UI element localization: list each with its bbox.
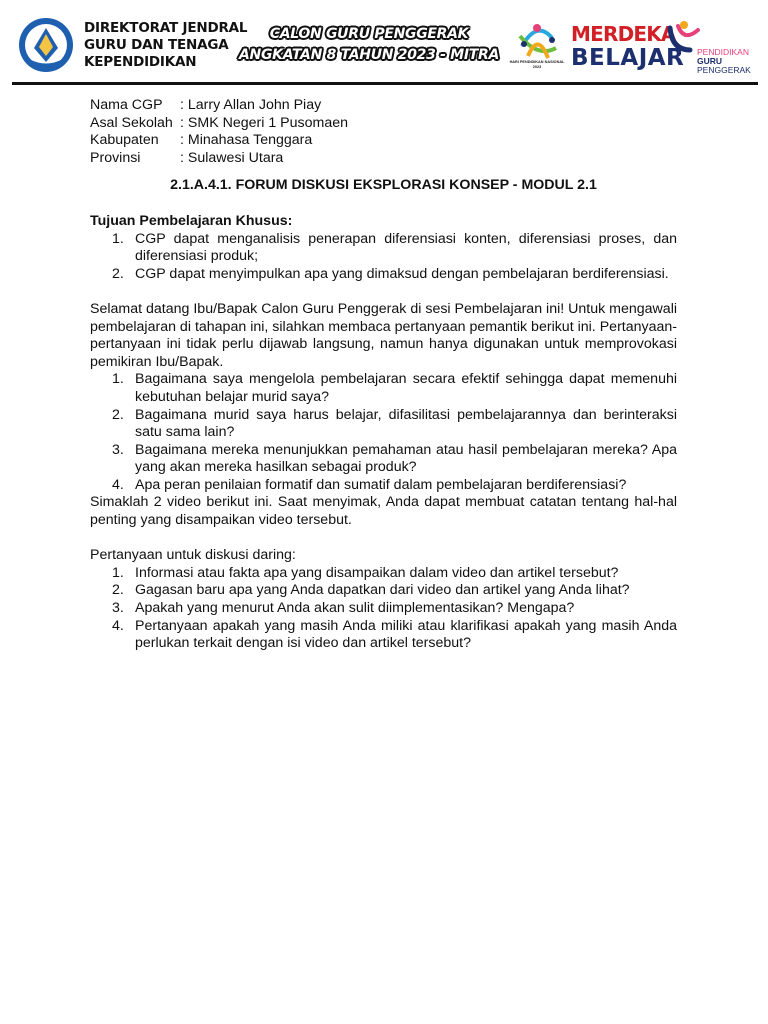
list-item: 2. CGP dapat menyimpulkan apa yang dimaksud dengan pembelajaran berdiferensiasi. <box>112 265 669 282</box>
video-paragraph: Simaklah 2 video berikut ini. Saat menyimak, Anda dapat membuat catatan tentang hal-hal penting yang disampaikan video tersebut. <box>90 494 677 529</box>
hardiknas-caption: HARI PENDIDIKAN NASIONAL 2023 <box>509 60 565 69</box>
list-item: 1. Bagaimana saya mengelola pembelajaran secara efektif sehingga dapat memenuhi kebutuhan belajar murid saya? <box>112 371 677 405</box>
list-item: 1. CGP dapat menganalisis penerapan diferensiasi konten, diferensiasi proses, dan diferensiasi produk; <box>112 230 677 265</box>
tut-wuri-handayani-logo-icon <box>14 16 78 74</box>
list-item: 4. Pertanyaan apakah yang masih Anda miliki atau klarifikasi apakah yang masih Anda perlukan terkait dengan isi video dan artikel tersebut? <box>112 617 677 652</box>
list-item: 4. Apa peran penilaian formatif dan sumatif dalam pembelajaran berdiferensiasi? <box>112 476 627 493</box>
intro-paragraph: Selamat datang Ibu/Bapak Calon Guru Penggerak di sesi Pembelajaran ini! Untuk mengawali pembelajaran di tahapan ini, silahkan membaca pertanyaan pemantik berikut ini. Pertanyaan-pertanyaan ini tidak perlu dijawab langsung, namun hanya digunakan untuk memprovokasi pemikiran Ibu/Bapak. <box>90 300 677 370</box>
program-title: CALON GURU PENGGERAK ANGKATAN 8 TAHUN 2023 - MITRA <box>239 26 499 63</box>
objectives-heading: Tujuan Pembelajaran Khusus: <box>90 212 293 229</box>
page-header <box>0 0 768 84</box>
list-item: 2. Gagasan baru apa yang Anda dapatkan dari video dan artikel yang Anda lihat? <box>112 582 630 599</box>
guru-penggerak-label: PENDIDIKAN GURU PENGGERAK <box>697 47 751 75</box>
discussion-questions-list <box>90 565 677 653</box>
document-title: 2.1.A.4.1. FORUM DISKUSI EKSPLORASI KONSEP - MODUL 2.1 <box>170 177 597 194</box>
trigger-questions-list <box>90 371 677 494</box>
list-item: 1. Informasi atau fakta apa yang disampaikan dalam video dan artikel tersebut? <box>112 564 619 581</box>
objectives-list <box>90 231 677 284</box>
list-item: 3. Apakah yang menurut Anda akan sulit diimplementasikan? Mengapa? <box>112 600 575 617</box>
document-body <box>90 97 677 653</box>
header-divider <box>12 82 758 85</box>
identity-row-sekolah: Asal Sekolah : SMK Negeri 1 Pusomaen <box>90 114 348 131</box>
identity-row-provinsi: Provinsi : Sulawesi Utara <box>90 149 284 166</box>
list-item: 2. Bagaimana murid saya harus belajar, difasilitasi pembelajarannya dan berinteraksi satu sama lain? <box>112 406 677 441</box>
merdeka-belajar-logo: MERDEKA BELAJAR <box>571 22 685 71</box>
discussion-heading: Pertanyaan untuk diskusi daring: <box>90 547 296 564</box>
directorate-title: DIREKTORAT JENDRAL GURU DAN TENAGA KEPENDIDIKAN <box>84 20 248 70</box>
identity-block <box>90 97 677 167</box>
list-item: 3. Bagaimana mereka menunjukkan pemahaman atau hasil pembelajaran mereka? Apa yang akan mereka hasilkan sebagai produk? <box>112 441 677 476</box>
identity-row-kabupaten: Kabupaten : Minahasa Tenggara <box>90 132 313 149</box>
identity-row-nama: Nama CGP : Larry Allan John Piay <box>90 97 322 113</box>
